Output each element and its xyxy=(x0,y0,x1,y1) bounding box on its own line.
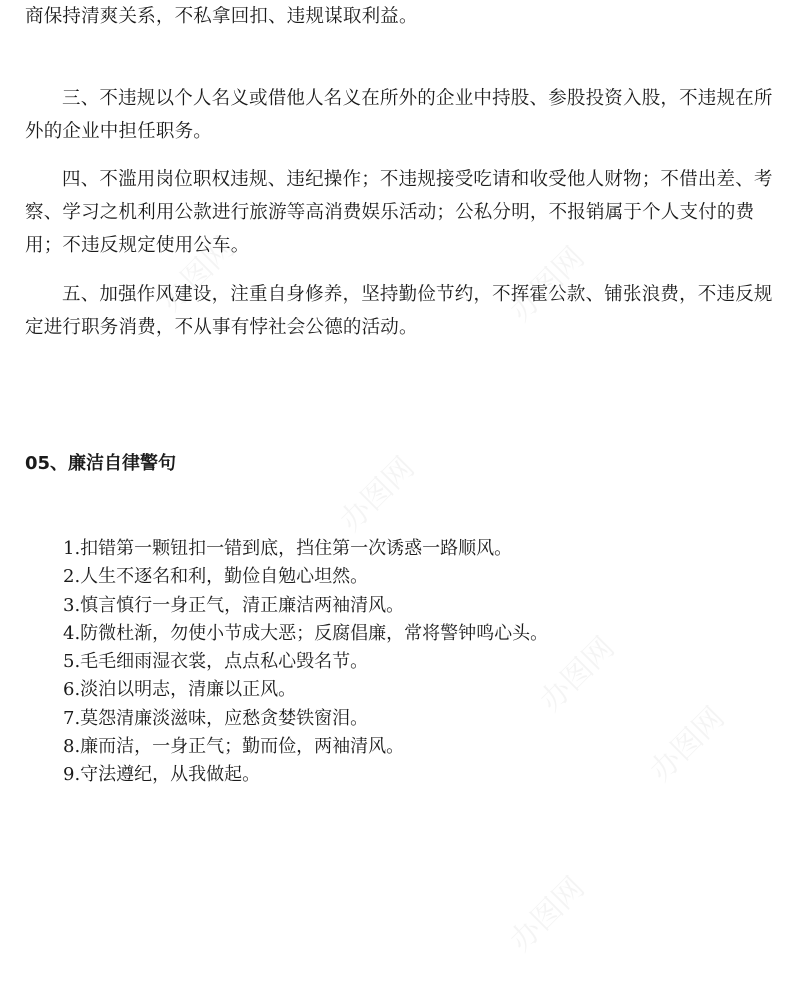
list-item: 7.莫怨清廉淡滋味，应愁贪婪铁窗泪。 xyxy=(63,707,369,729)
paragraph-item-3: 三、不违规以个人名义或借他人名义在所外的企业中持股、参股投资入股，不违规在所外的企业中担任职务。 xyxy=(25,88,773,142)
section-heading: 05、廉洁自律警句 xyxy=(25,453,177,474)
list-item: 9.守法遵纪，从我做起。 xyxy=(63,764,261,786)
list-item: 2.人生不逐名和利，勤俭自勉心坦然。 xyxy=(63,566,369,588)
list-item: 5.毛毛细雨湿衣裳，点点私心毁名节。 xyxy=(63,651,369,673)
watermark xyxy=(498,865,593,960)
list-item: 4.防微杜渐，勿使小节成大恶；反腐倡廉，常将警钟鸣心头。 xyxy=(63,622,549,644)
paragraph-item-4: 四、不滥用岗位职权违规、违纪操作；不违规接受吃请和收受他人财物；不借出差、考察、学习之机利用公款进行旅游等高消费娱乐活动；公私分明，不报销属于个人支付的费用；不违反规定使用公车。 xyxy=(25,169,773,256)
list-item: 8.廉而洁，一身正气；勤而俭，两袖清风。 xyxy=(63,736,405,758)
watermark xyxy=(638,695,733,790)
list-item: 6.淡泊以明志，清廉以正风。 xyxy=(63,679,297,701)
motto-list xyxy=(63,535,548,790)
paragraph-item-5: 五、加强作风建设，注重自身修养，坚持勤俭节约，不挥霍公款、铺张浪费，不违反规定进行职务消费，不从事有悖社会公德的活动。 xyxy=(25,284,773,338)
list-item: 3.慎言慎行一身正气，清正廉洁两袖清风。 xyxy=(63,594,405,616)
paragraph-continued: 商保持清爽关系，不私拿回扣、违规谋取利益。 xyxy=(25,6,418,27)
watermark xyxy=(328,445,423,540)
list-item: 1.扣错第一颗钮扣一错到底，挡住第一次诱惑一路顺风。 xyxy=(63,538,513,559)
